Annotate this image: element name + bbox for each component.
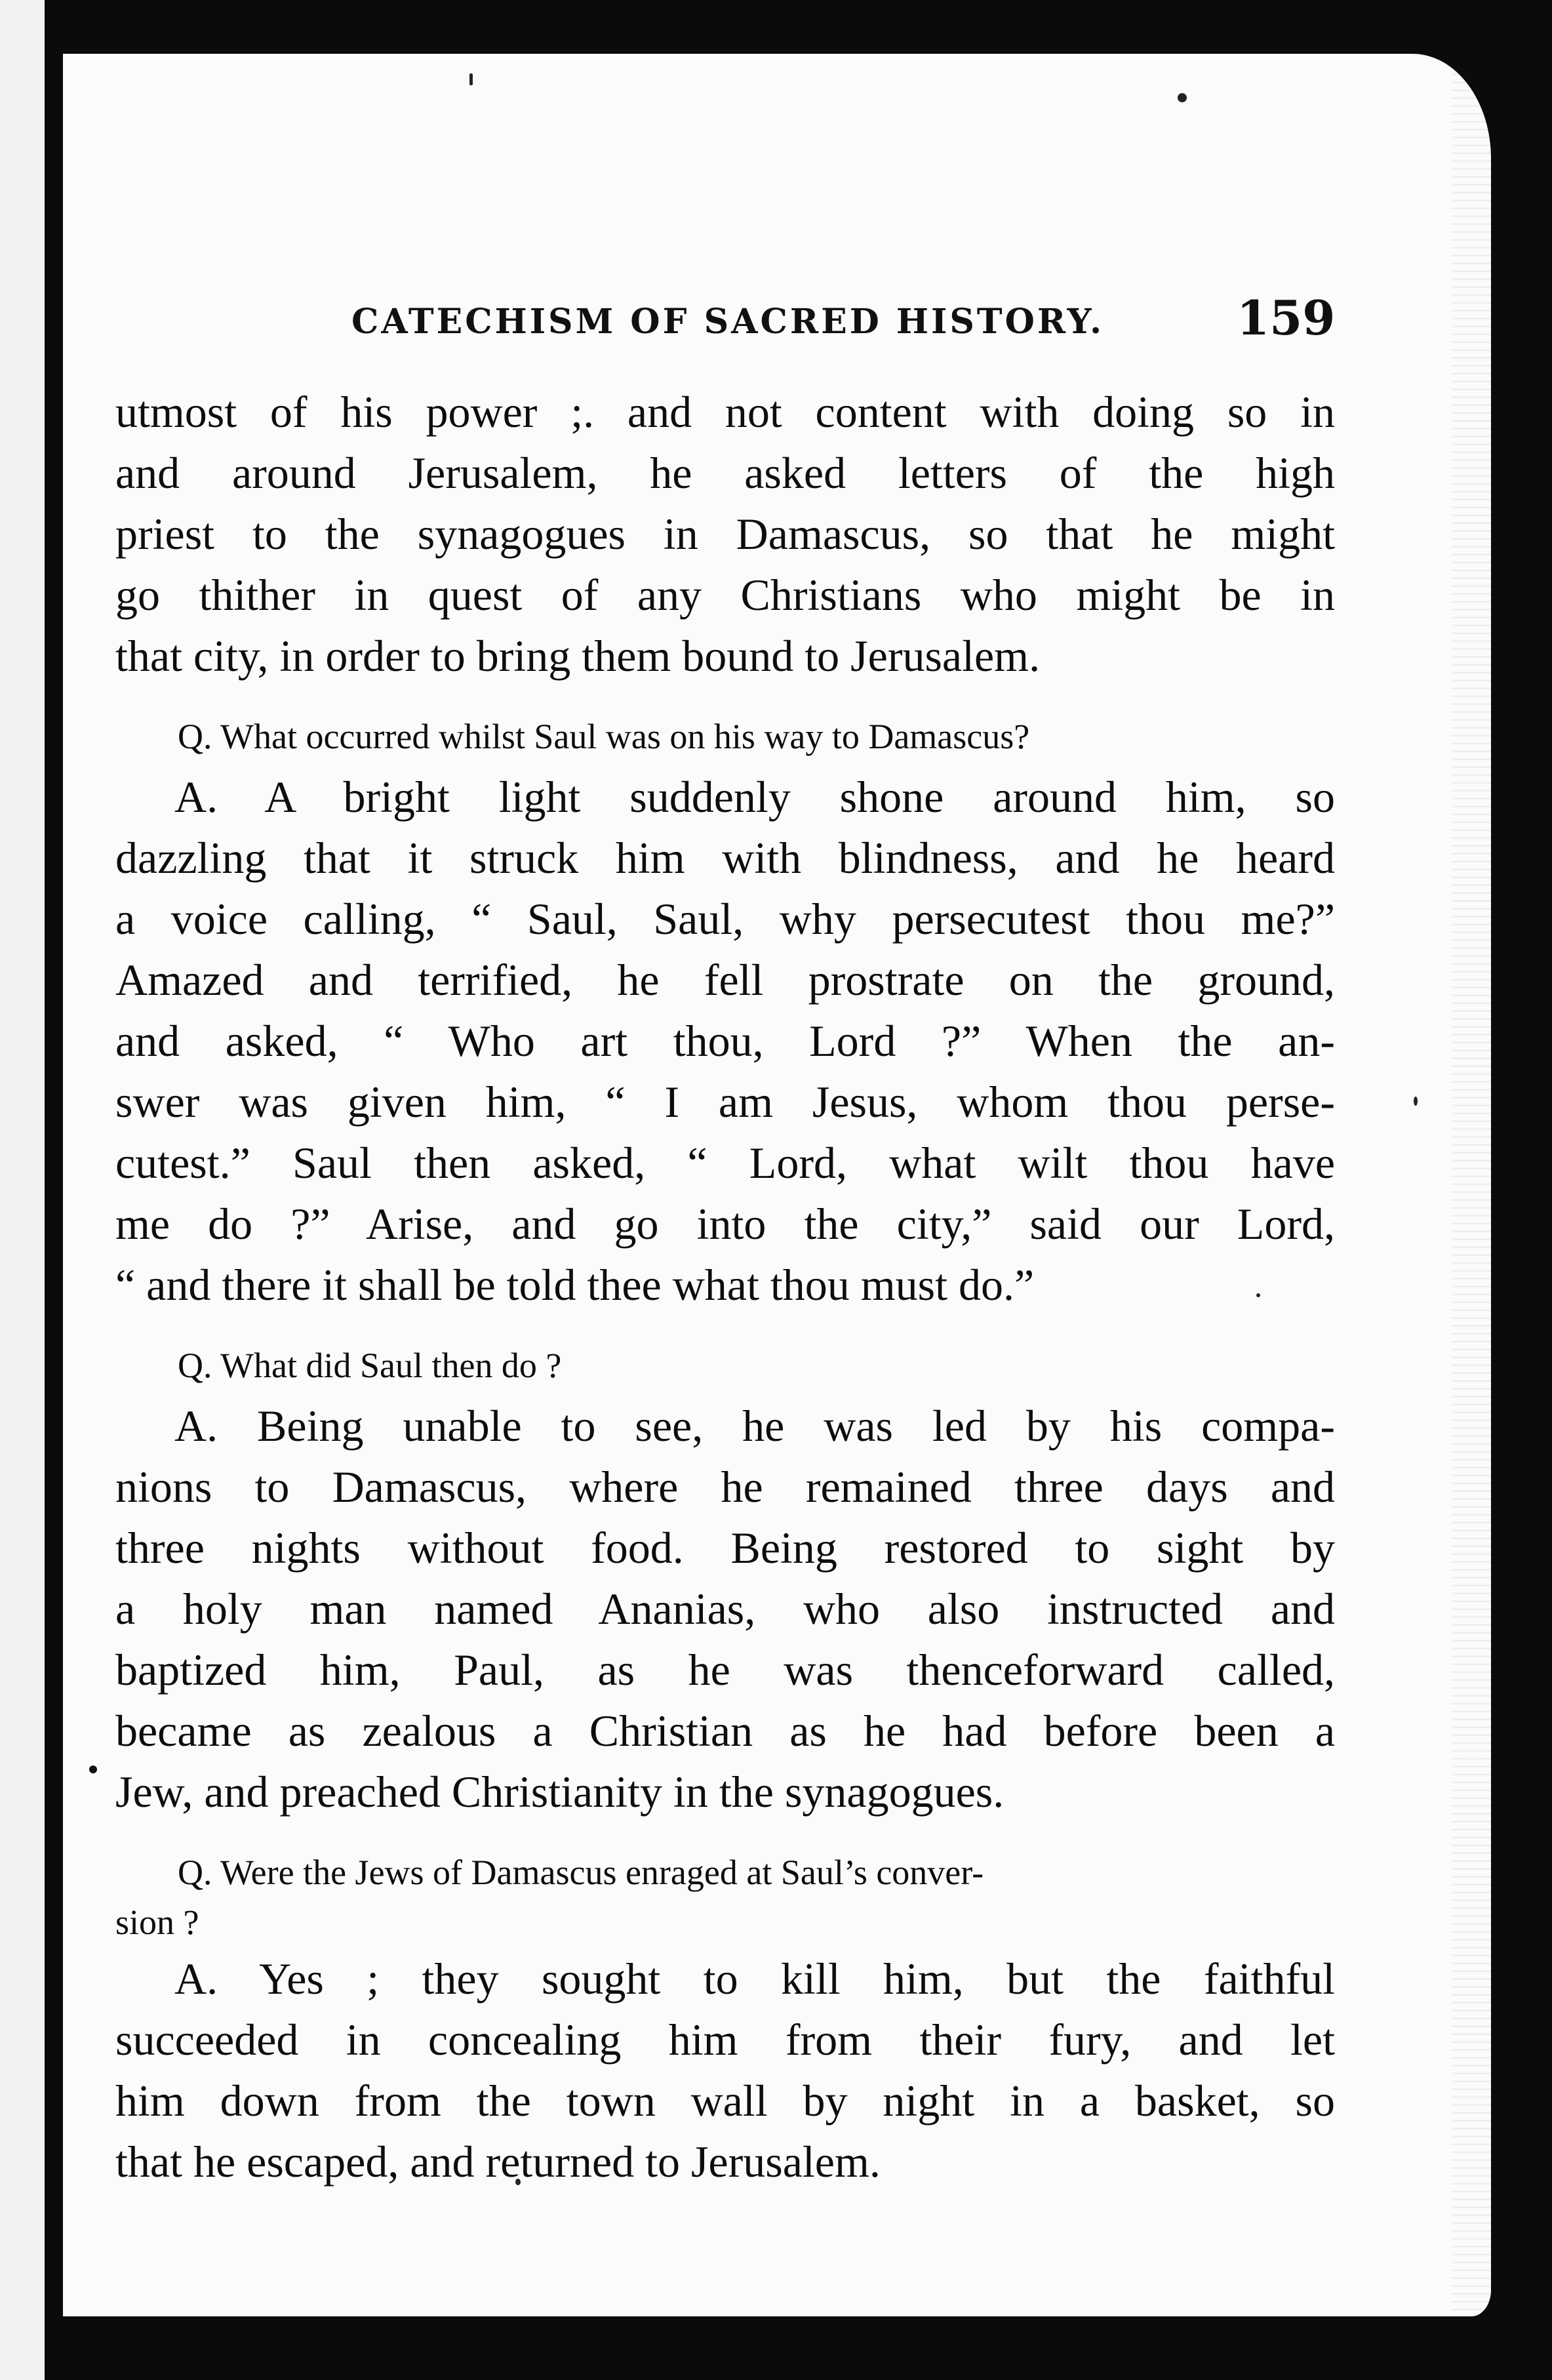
question: Q. Were the Jews of Damascus enraged at Saul’s conver- [178,1853,984,1892]
text-line: three nights without food. Being restored to sight by [115,1523,1335,1573]
answer [115,767,1335,1316]
text-line: and around Jerusalem, he asked letters of the high [115,448,1335,498]
text-line: him down from the town wall by night in a basket, so [115,2076,1335,2126]
text-line: a voice calling, “ Saul, Saul, why persecutest thou me?” [115,894,1335,944]
text-line: Amazed and terrified, he fell prostrate on the ground, [115,955,1335,1005]
running-head: CATECHISM OF SACRED HISTORY. [351,302,1105,342]
text-line: became as zealous a Christian as he had before been a [115,1706,1335,1756]
text-line: that city, in order to bring them bound to Jerusalem. [115,631,1041,681]
question: Q. What did Saul then do ? [178,1346,562,1385]
text-line: A. Yes ; they sought to kill him, but the faithful [174,1954,1335,2004]
text-line: A. A bright light suddenly shone around him, so [174,772,1335,822]
text-line: swer was given him, “ I am Jesus, whom thou perse- [115,1077,1335,1127]
text-line: priest to the synagogues in Damascus, so that he might [115,509,1335,559]
answer [115,1396,1335,1823]
page-number: 159 [1237,290,1336,346]
paragraph [115,382,1335,687]
text-line: A. Being unable to see, he was led by his compa- [174,1401,1335,1451]
adjacent-page-edge [0,0,45,2380]
question-continuation: sion ? [115,1903,199,1942]
text-line: that he escaped, and returned to Jerusalem. [115,2137,881,2187]
ink-speck [469,73,473,85]
text-line: cutest.” Saul then asked, “ Lord, what wilt thou have [115,1138,1335,1188]
text-line: dazzling that it struck him with blindness, and he heard [115,833,1335,883]
page-body-text [115,382,1335,2192]
ink-speck [1414,1097,1418,1106]
text-line: “ and there it shall be told thee what thou must do.” [115,1260,1035,1310]
text-line: nions to Damascus, where he remained three days and [115,1462,1335,1512]
text-line: go thither in quest of any Christians who might be in [115,570,1335,620]
text-line: baptized him, Paul, as he was thenceforward called, [115,1645,1335,1695]
page-edge-texture [1452,54,1491,2316]
text-line: a holy man named Ananias, who also instructed and [115,1584,1335,1634]
ink-dot [89,1765,97,1773]
book-page [63,54,1491,2316]
text-line: Jew, and preached Christianity in the synagogues. [115,1767,1005,1817]
text-line: and asked, “ Who art thou, Lord ?” When the an- [115,1016,1335,1066]
gutter-shadow [45,0,63,2380]
answer [115,1948,1335,2192]
ink-speck [1178,93,1187,102]
text-line: me do ?” Arise, and go into the city,” said our Lord, [115,1199,1335,1249]
question: Q. What occurred whilst Saul was on his way to Damascus? [178,717,1030,756]
page-header [63,290,1491,362]
text-line: succeeded in concealing him from their fury, and let [115,2015,1335,2065]
text-line: utmost of his power ;. and not content with doing so in [115,387,1335,437]
